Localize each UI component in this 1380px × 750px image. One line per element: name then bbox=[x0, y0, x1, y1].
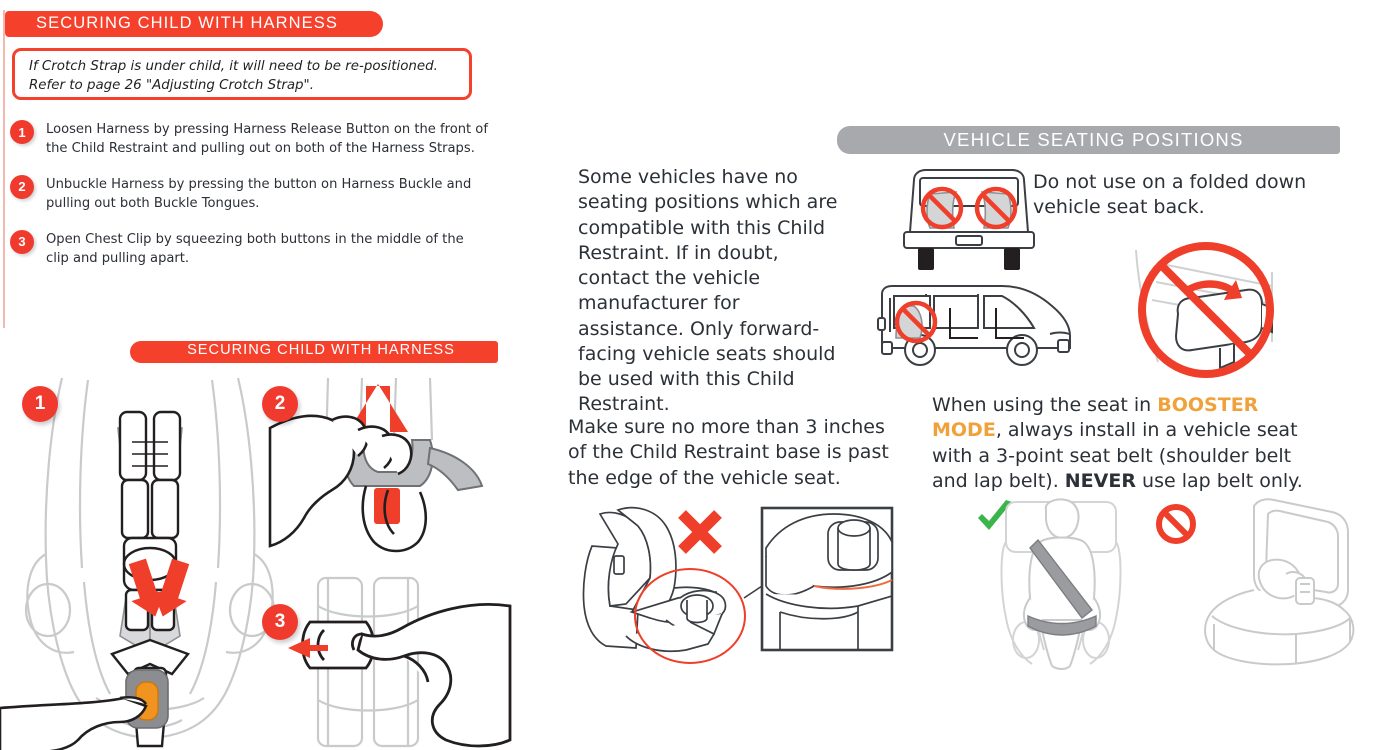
step-number-badge: 3 bbox=[10, 230, 34, 254]
banner-top-label: SECURING CHILD WITH HARNESS bbox=[36, 14, 338, 32]
illustration-base-overhang-not-allowed bbox=[566, 500, 896, 658]
illustration-lap-belt-only-prohibited bbox=[1200, 498, 1360, 670]
list-item bbox=[8, 230, 488, 269]
figure-badge-3: 3 bbox=[262, 604, 298, 640]
illustration-truck-rear-no-rear-facing bbox=[896, 168, 1042, 272]
booster-text-middle: , always install in a vehicle seat with a 3-point seat belt (shoulder belt and lap belt). bbox=[932, 419, 1298, 492]
step-text: Open Chest Clip by squeezing both buttons in the middle of the clip and pulling apart. bbox=[46, 231, 464, 266]
harness-illustration-group bbox=[0, 368, 510, 750]
booster-mode-highlight: BOOSTER MODE bbox=[932, 394, 1259, 442]
list-item bbox=[8, 120, 488, 159]
step-number-badge: 2 bbox=[10, 175, 34, 199]
step-text: Unbuckle Harness by pressing the button on Harness Buckle and pulling out both Buckle Tongues. bbox=[46, 176, 472, 212]
paragraph-compatible-positions: Some vehicles have no seating positions which are compatible with this Child Restraint. If in doubt, contact the vehicle manufacturer for assistance. Only forward-facing vehicle seats should be used with this Child Restraint. bbox=[578, 166, 838, 416]
never-emphasis: NEVER bbox=[1064, 469, 1136, 492]
crotch-strap-warning-text: If Crotch Strap is under child, it will need to be re-positioned. Refer to page 26 "Adjusting Crotch Strap". bbox=[29, 59, 438, 94]
list-item bbox=[8, 175, 488, 214]
banner-bottom-label: SECURING CHILD WITH HARNESS bbox=[187, 342, 455, 358]
paragraph-folded-seat-back: Do not use on a folded down vehicle seat back. bbox=[1033, 171, 1307, 219]
figure-badge-2: 2 bbox=[262, 386, 298, 422]
paragraph-booster-mode bbox=[932, 393, 1332, 494]
left-margin-rule bbox=[3, 10, 5, 328]
figure-badge-1: 1 bbox=[22, 386, 58, 422]
figure-child-in-seat bbox=[0, 368, 300, 750]
step-text: Loosen Harness by pressing Harness Release Button on the front of the Child Restraint and pulling out on both of the Harness Straps. bbox=[46, 122, 488, 157]
figure-open-chest-clip bbox=[270, 578, 510, 748]
paragraph-three-inches: Make sure no more than 3 inches of the Child Restraint base is past the edge of the vehicle seat. bbox=[568, 416, 889, 489]
booster-text-after: use lap belt only. bbox=[1135, 469, 1303, 492]
banner-securing-child-bottom bbox=[130, 341, 498, 363]
red-prohibition-sign-icon bbox=[1155, 503, 1197, 545]
illustration-van-side-no-rear-seat bbox=[874, 278, 1078, 368]
figure-unbuckle-harness bbox=[270, 378, 510, 568]
illustration-booster-with-3point-belt bbox=[1000, 498, 1122, 668]
step-number-badge: 1 bbox=[10, 120, 34, 144]
illustration-folded-seat-back-prohibited bbox=[1122, 242, 1292, 378]
banner-vehicle-label: VEHICLE SEATING POSITIONS bbox=[943, 129, 1244, 150]
booster-text-before: When using the seat in bbox=[932, 394, 1158, 416]
banner-securing-child-top bbox=[5, 11, 383, 37]
crotch-strap-warning-box bbox=[12, 48, 472, 100]
harness-steps-list bbox=[8, 120, 488, 284]
banner-vehicle-seating-positions bbox=[837, 126, 1340, 154]
